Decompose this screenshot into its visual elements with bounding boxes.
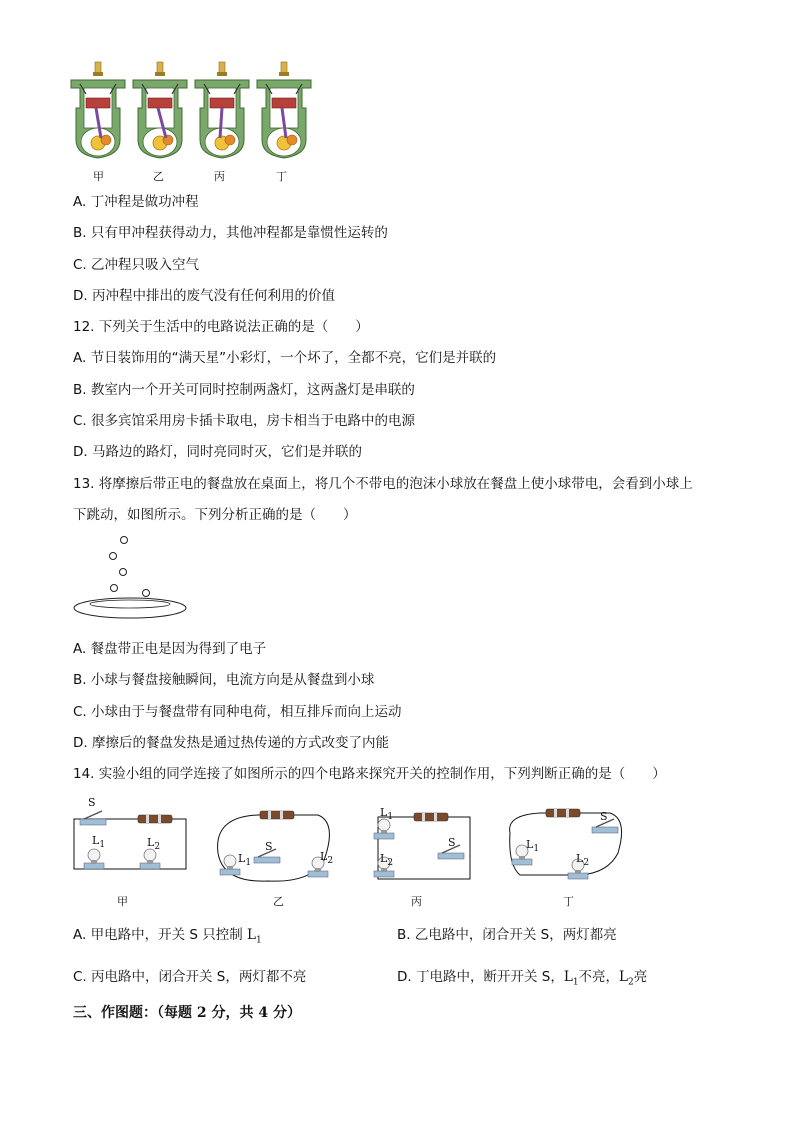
circuit-label-bing: 丙 bbox=[411, 895, 422, 908]
q13-option-d: D. 摩擦后的餐盘发热是通过热传递的方式改变了内能 bbox=[73, 735, 389, 751]
q14-option-c: C. 丙电路中，闭合开关 S，两灯都不亮 bbox=[73, 969, 307, 985]
label-l1-ding: $L_1$ bbox=[526, 838, 540, 855]
q14-option-a: A. 甲电路中，开关 S 只控制 $L_1$ bbox=[73, 927, 262, 946]
label-s-bing: S bbox=[448, 836, 456, 849]
label-l2-ding: $L_2$ bbox=[576, 852, 590, 869]
q12-option-b: B. 教室内一个开关可同时控制两盏灯，这两盏灯是串联的 bbox=[73, 382, 415, 398]
engine-label-yi: 乙 bbox=[153, 170, 164, 183]
q12-option-c: C. 很多宾馆采用房卡插卡取电，房卡相当于电路中的电源 bbox=[73, 413, 416, 429]
label-s-yi: S bbox=[265, 840, 273, 853]
q13-stem-line2: 下跳动，如图所示。下列分析正确的是（ ） bbox=[73, 507, 357, 523]
q11-option-a: A. 丁冲程是做功冲程 bbox=[73, 194, 199, 210]
q14-stem: 14. 实验小组的同学连接了如图所示的四个电路来探究开关的控制作用，下列判断正确的是（ ） bbox=[73, 766, 666, 782]
label-l1-yi: $L_1$ bbox=[238, 852, 252, 869]
label-l2-yi: $L_2$ bbox=[320, 850, 334, 867]
section3-heading: 三、作图题：（每题 2 分，共 4 分） bbox=[73, 1005, 301, 1021]
q11-option-b: B. 只有甲冲程获得动力，其他冲程都是靠惯性运转的 bbox=[73, 225, 388, 241]
circuit-label-yi: 乙 bbox=[273, 895, 284, 908]
q13-option-a: A. 餐盘带正电是因为得到了电子 bbox=[73, 641, 267, 657]
label-l1-jia: $L_1$ bbox=[92, 834, 106, 851]
label-s-ding: S bbox=[600, 810, 608, 823]
q14-option-b: B. 乙电路中，闭合开关 S，两灯都亮 bbox=[397, 927, 617, 943]
engine-label-ding: 丁 bbox=[276, 170, 287, 183]
engine-strokes-figure bbox=[68, 60, 323, 185]
engine-label-jia: 甲 bbox=[93, 170, 104, 183]
q11-option-c: C. 乙冲程只吸入空气 bbox=[73, 257, 200, 273]
q13-stem-line1: 13. 将摩擦后带正电的餐盘放在桌面上，将几个不带电的泡沫小球放在餐盘上使小球带电，会看到小球上 bbox=[73, 476, 693, 492]
label-l2-jia: $L_2$ bbox=[147, 836, 161, 853]
plate-balls-figure bbox=[70, 530, 190, 625]
label-l1-bing: $L_1$ bbox=[380, 806, 394, 823]
circuit-label-ding: 丁 bbox=[563, 895, 574, 908]
circuit-label-jia: 甲 bbox=[117, 895, 128, 908]
label-s-jia: S bbox=[88, 796, 96, 809]
engine-label-bing: 丙 bbox=[214, 170, 225, 183]
q12-stem: 12. 下列关于生活中的电路说法正确的是（ ） bbox=[73, 319, 369, 335]
q12-option-d: D. 马路边的路灯，同时亮同时灭，它们是并联的 bbox=[73, 444, 362, 460]
q12-option-a: A. 节日装饰用的“满天星”小彩灯，一个坏了，全都不亮，它们是并联的 bbox=[73, 350, 497, 366]
q14-option-d: D. 丁电路中，断开开关 S，$L_1$不亮，$L_2$亮 bbox=[397, 969, 648, 988]
q11-option-d: D. 丙冲程中排出的废气没有任何利用的价值 bbox=[73, 288, 335, 304]
q13-option-b: B. 小球与餐盘接触瞬间，电流方向是从餐盘到小球 bbox=[73, 672, 375, 688]
q13-option-c: C. 小球由于与餐盘带有同种电荷，相互排斥而向上运动 bbox=[73, 704, 402, 720]
label-l2-bing: $L_2$ bbox=[380, 852, 394, 869]
